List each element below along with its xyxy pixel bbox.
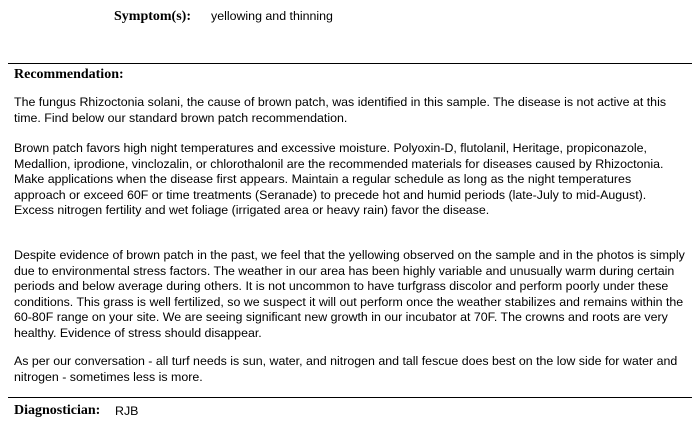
- recommendation-paragraph-3: Despite evidence of brown patch in the past, we feel that the yellowing observed on the sample and in the photos is simply due to environmental stress factors. The weather in our area has been highly variable and unusually warm during certain periods and below average during others. It is not uncommon to have turfgrass discolor and perform poorly under these conditions. This grass is well fertilized, so we suspect it will out perform once the weather stabilizes and remains within the 60-80F range on your site. We are seeing significant new growth in our incubator at 70F. The crowns and roots are very healthy. Evidence of stress should disappear.: [14, 248, 685, 340]
- recommendation-heading: Recommendation:: [14, 67, 124, 82]
- symptom-value: yellowing and thinning: [211, 9, 333, 23]
- recommendation-paragraph-4: As per our conversation - all turf needs is sun, water, and nitrogen and tall fescue does best on the low side for water and nitrogen - sometimes less is more.: [14, 354, 678, 384]
- divider-top: [8, 63, 692, 64]
- diagnostician-row: [0, 402, 698, 422]
- diagnostician-label: Diagnostician:: [14, 403, 101, 418]
- divider-bottom: [8, 397, 692, 398]
- diagnostician-value: RJB: [115, 404, 139, 418]
- recommendation-paragraph-2: Brown patch favors high night temperatures and excessive moisture. Polyoxin-D, flutolanil, Heritage, propiconazole, Medallion, iprodione, vinclozalin, or chlorothalonil are the recommended materials for diseases caused by Rhizoctonia. Make applications when the disease first appears. Maintain a regular schedule as long as the night temperatures approach or exceed 60F or time treatments (Seranade) to precede hot and humid periods (late-July to mid-August). Excess nitrogen fertility and wet foliage (irrigated area or heavy rain) favor the disease.: [14, 141, 664, 218]
- symptom-row: [0, 7, 698, 27]
- symptom-label: Symptom(s):: [114, 9, 191, 24]
- recommendation-paragraph-1: The fungus Rhizoctonia solani, the cause of brown patch, was identified in this sample. The disease is not active at this time. Find below our standard brown patch recommendation.: [14, 95, 667, 125]
